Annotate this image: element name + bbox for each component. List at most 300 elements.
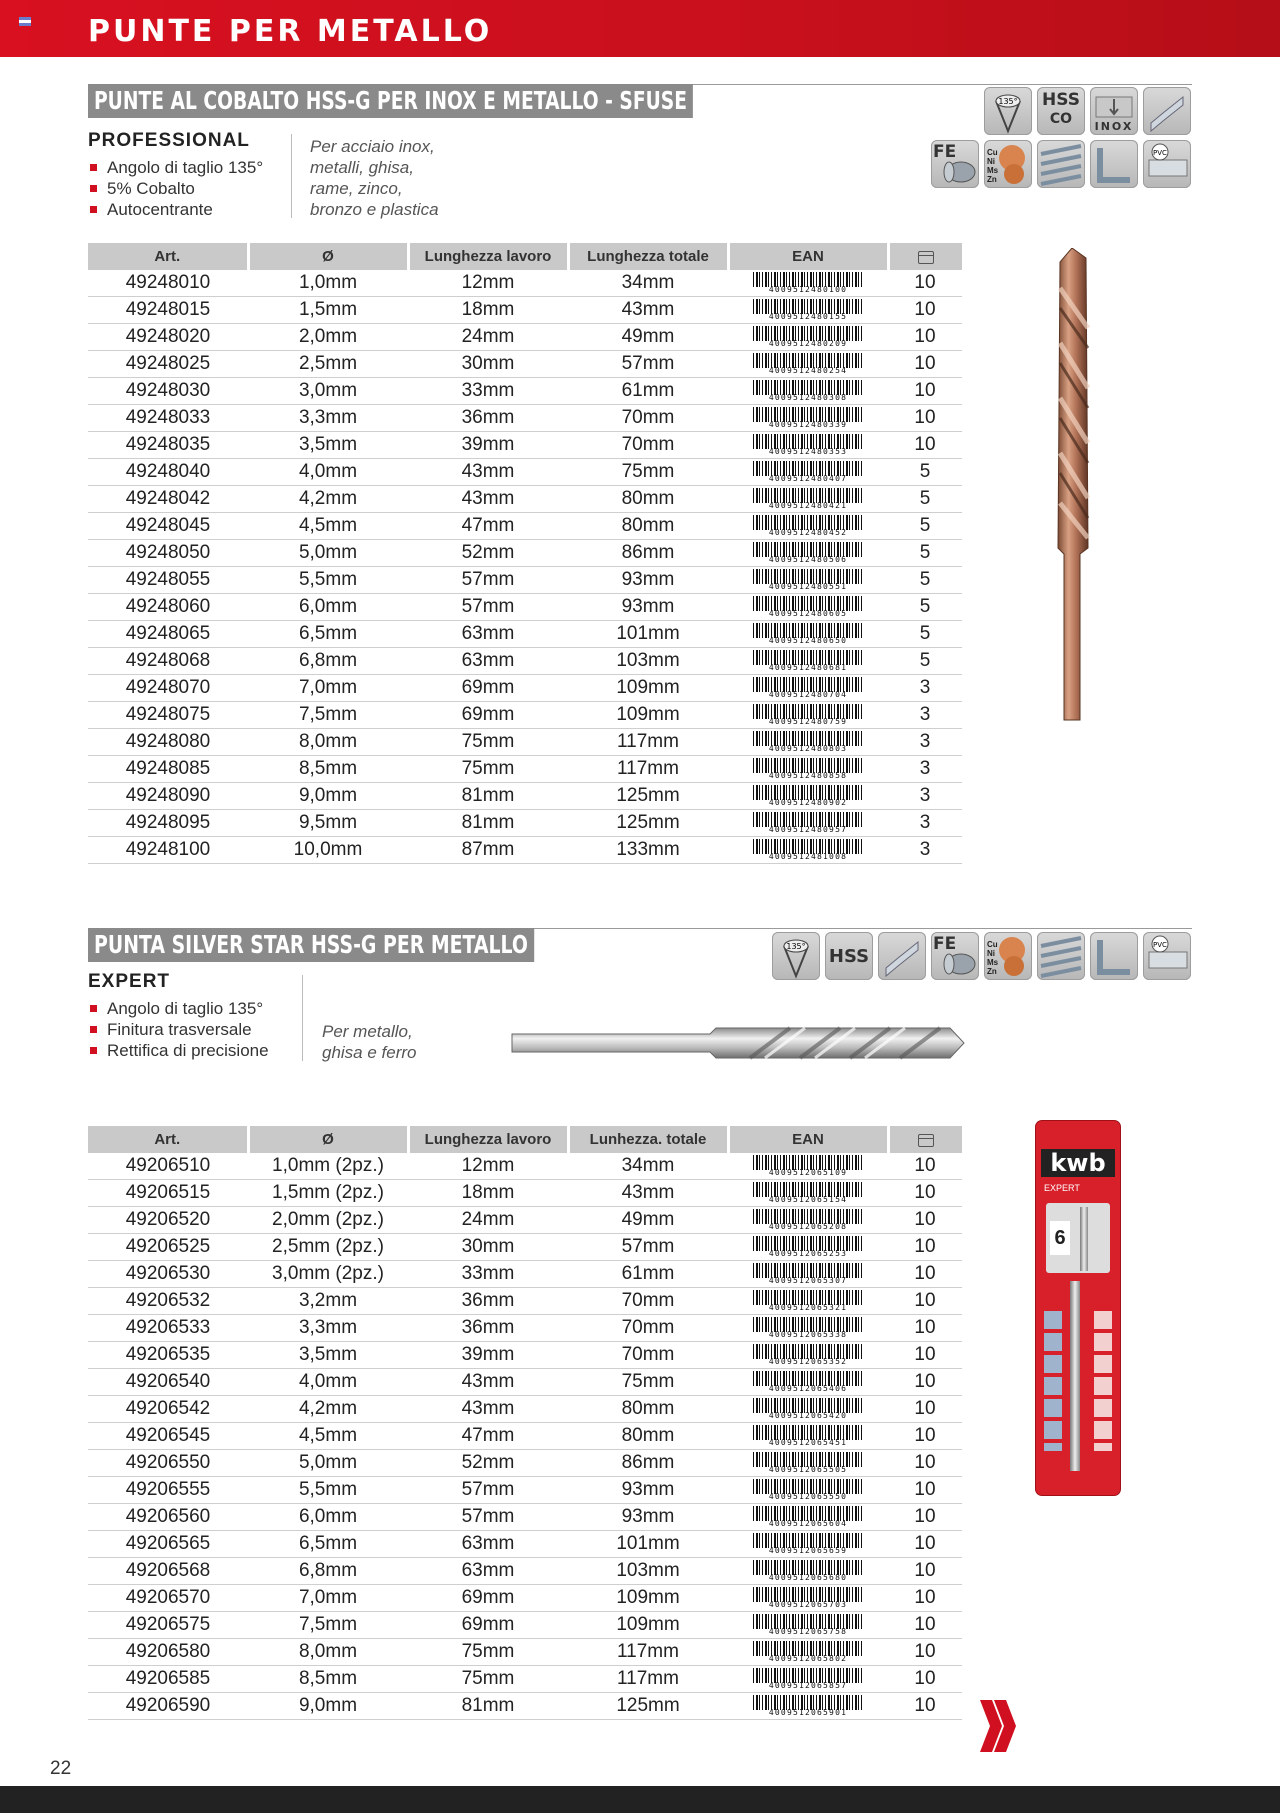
diameter: 7,5mm [248, 702, 408, 729]
barcode-icon: 4009512480339 [753, 407, 863, 429]
table-row [88, 648, 962, 675]
total-length: 125mm [568, 783, 728, 810]
table-row [88, 1207, 962, 1234]
ean-barcode [728, 594, 888, 621]
article-number: 49248025 [88, 351, 248, 378]
steel-profile-icon [878, 932, 926, 980]
inox-icon: INOX [1090, 87, 1138, 135]
ean-barcode [728, 702, 888, 729]
package-line-label: EXPERT [1044, 1183, 1080, 1193]
ean-barcode [728, 1423, 888, 1450]
feature-item: Rettifica di precisione [88, 1040, 269, 1061]
barcode-icon: 4009512065857 [753, 1668, 863, 1690]
column-header: Lunghezza lavoro [408, 1126, 568, 1153]
article-number: 49248085 [88, 756, 248, 783]
barcode-icon: 4009512065253 [753, 1236, 863, 1258]
pvc-pipe-icon [1143, 932, 1191, 980]
table-row [88, 432, 962, 459]
package-qty: 10 [888, 1342, 962, 1369]
working-length: 69mm [408, 702, 568, 729]
table-row [88, 594, 962, 621]
article-number: 49206585 [88, 1666, 248, 1693]
diameter: 5,0mm [248, 1450, 408, 1477]
feature-list [88, 157, 263, 220]
package-drill-bit [1070, 1281, 1080, 1471]
ean-barcode [728, 378, 888, 405]
ean-barcode [728, 1558, 888, 1585]
ean-barcode [728, 540, 888, 567]
diameter: 8,5mm [248, 756, 408, 783]
column-header: Art. [88, 1126, 248, 1153]
article-number: 49248035 [88, 432, 248, 459]
diameter: 2,0mm [248, 324, 408, 351]
packaged-drill-bit [1080, 1207, 1088, 1271]
package-qty: 10 [888, 1585, 962, 1612]
diameter: 2,0mm (2pz.) [248, 1207, 408, 1234]
diameter: 2,5mm [248, 351, 408, 378]
article-number: 49206535 [88, 1342, 248, 1369]
working-length: 47mm [408, 1423, 568, 1450]
total-length: 80mm [568, 1396, 728, 1423]
svg-text:135°: 135° [786, 942, 806, 951]
package-qty: 10 [888, 324, 962, 351]
table-row [88, 513, 962, 540]
ean-barcode [728, 1261, 888, 1288]
table-row [88, 297, 962, 324]
diameter: 3,5mm [248, 1342, 408, 1369]
ean-barcode [728, 405, 888, 432]
barcode-icon: 4009512065307 [753, 1263, 863, 1285]
package-qty: 10 [888, 1288, 962, 1315]
product-level: EXPERT [88, 971, 171, 992]
diameter: 8,0mm [248, 729, 408, 756]
package-qty: 5 [888, 513, 962, 540]
table-row [88, 1585, 962, 1612]
next-page-chevron-icon [978, 1698, 1018, 1754]
total-length: 86mm [568, 1450, 728, 1477]
table-row [88, 783, 962, 810]
total-length: 109mm [568, 702, 728, 729]
diameter: 8,0mm [248, 1639, 408, 1666]
total-length: 125mm [568, 1693, 728, 1720]
working-length: 52mm [408, 1450, 568, 1477]
package-qty: 10 [888, 1261, 962, 1288]
table-row [88, 621, 962, 648]
barcode-icon: 4009512480803 [753, 731, 863, 753]
section-title: PUNTE AL COBALTO HSS-G PER INOX E METALLO - SFUSE [88, 84, 693, 118]
total-length: 70mm [568, 405, 728, 432]
feature-item: Autocentrante [88, 199, 263, 220]
total-length: 101mm [568, 621, 728, 648]
package-qty: 10 [888, 1396, 962, 1423]
working-length: 30mm [408, 1234, 568, 1261]
total-length: 101mm [568, 1531, 728, 1558]
svg-text:PVC: PVC [1153, 149, 1167, 157]
total-length: 93mm [568, 1504, 728, 1531]
package-qty: 3 [888, 837, 962, 864]
table-row [88, 1504, 962, 1531]
package-qty-header [888, 243, 962, 270]
total-length: 109mm [568, 1612, 728, 1639]
barcode-icon: 4009512480407 [753, 461, 863, 483]
package-icon [918, 1134, 934, 1147]
working-length: 57mm [408, 567, 568, 594]
working-length: 63mm [408, 621, 568, 648]
table-row [88, 567, 962, 594]
ean-barcode [728, 1450, 888, 1477]
steel-beam-icon [1090, 932, 1138, 980]
total-length: 117mm [568, 756, 728, 783]
ean-barcode [728, 756, 888, 783]
total-length: 80mm [568, 1423, 728, 1450]
working-length: 33mm [408, 378, 568, 405]
package-qty: 10 [888, 297, 962, 324]
diameter: 4,5mm [248, 513, 408, 540]
working-length: 69mm [408, 1612, 568, 1639]
article-number: 49206525 [88, 1234, 248, 1261]
working-length: 36mm [408, 1315, 568, 1342]
barcode-icon: 4009512065154 [753, 1182, 863, 1204]
ean-barcode [728, 1585, 888, 1612]
ean-barcode [728, 567, 888, 594]
feature-item: Angolo di taglio 135° [88, 998, 269, 1019]
column-header: Art. [88, 243, 248, 270]
column-header: Ø [248, 1126, 408, 1153]
package-qty: 10 [888, 270, 962, 297]
working-length: 36mm [408, 1288, 568, 1315]
article-number: 49248040 [88, 459, 248, 486]
total-length: 103mm [568, 648, 728, 675]
angle-135-icon [984, 87, 1032, 135]
article-number: 49206580 [88, 1639, 248, 1666]
table-row [88, 756, 962, 783]
package-qty: 10 [888, 378, 962, 405]
package-qty-header [888, 1126, 962, 1153]
ean-barcode [728, 648, 888, 675]
package-qty: 10 [888, 1180, 962, 1207]
total-length: 70mm [568, 1315, 728, 1342]
table-row [88, 1612, 962, 1639]
feature-item: Finitura trasversale [88, 1019, 269, 1040]
table-row [88, 1666, 962, 1693]
package-qty: 10 [888, 1315, 962, 1342]
package-qty: 5 [888, 486, 962, 513]
barcode-icon: 4009512480551 [753, 569, 863, 591]
barcode-icon: 4009512065802 [753, 1641, 863, 1663]
hss-icon: HSS [825, 932, 873, 980]
package-qty: 3 [888, 756, 962, 783]
total-length: 80mm [568, 513, 728, 540]
ean-barcode [728, 1207, 888, 1234]
article-number: 49206520 [88, 1207, 248, 1234]
vertical-divider [291, 134, 292, 218]
total-length: 57mm [568, 1234, 728, 1261]
ean-barcode [728, 324, 888, 351]
section-title: PUNTA SILVER STAR HSS-G PER METALLO [88, 928, 534, 962]
feature-item: 5% Cobalto [88, 178, 263, 199]
ean-barcode [728, 837, 888, 864]
diameter: 5,0mm [248, 540, 408, 567]
ean-barcode [728, 783, 888, 810]
package-qty: 3 [888, 729, 962, 756]
barcode-icon: 4009512065352 [753, 1344, 863, 1366]
column-header: Ø [248, 243, 408, 270]
working-length: 81mm [408, 1693, 568, 1720]
ean-barcode [728, 675, 888, 702]
ean-barcode [728, 1234, 888, 1261]
diameter: 3,3mm [248, 405, 408, 432]
ean-barcode [728, 1639, 888, 1666]
ean-barcode [728, 1342, 888, 1369]
working-length: 12mm [408, 1153, 568, 1180]
diameter: 1,5mm [248, 297, 408, 324]
barcode-icon: 4009512065109 [753, 1155, 863, 1177]
table-header-row [88, 243, 962, 270]
working-length: 81mm [408, 810, 568, 837]
table-row [88, 1423, 962, 1450]
flag-icon [19, 17, 31, 26]
pvc-pipe-icon [1143, 140, 1191, 188]
barcode-icon: 4009512065208 [753, 1209, 863, 1231]
package-material-icons [1044, 1311, 1062, 1451]
barcode-icon: 4009512480353 [753, 434, 863, 456]
diameter: 7,0mm [248, 1585, 408, 1612]
ean-barcode [728, 432, 888, 459]
barcode-icon: 4009512065420 [753, 1398, 863, 1420]
total-length: 125mm [568, 810, 728, 837]
package-qty: 10 [888, 1693, 962, 1720]
article-number: 49248060 [88, 594, 248, 621]
barcode-icon: 4009512480650 [753, 623, 863, 645]
ean-barcode [728, 1666, 888, 1693]
article-number: 49248100 [88, 837, 248, 864]
barcode-icon: 4009512480100 [753, 272, 863, 294]
working-length: 75mm [408, 729, 568, 756]
ean-barcode [728, 1531, 888, 1558]
package-qty: 3 [888, 810, 962, 837]
diameter: 4,2mm [248, 486, 408, 513]
ean-barcode [728, 270, 888, 297]
working-length: 75mm [408, 1639, 568, 1666]
diameter: 9,0mm [248, 783, 408, 810]
column-header: Lunhezza. totale [568, 1126, 728, 1153]
table-row [88, 351, 962, 378]
total-length: 70mm [568, 1288, 728, 1315]
article-number: 49206533 [88, 1315, 248, 1342]
working-length: 18mm [408, 1180, 568, 1207]
total-length: 109mm [568, 1585, 728, 1612]
total-length: 80mm [568, 486, 728, 513]
diameter: 3,0mm (2pz.) [248, 1261, 408, 1288]
article-number: 49206568 [88, 1558, 248, 1585]
package-qty: 10 [888, 1423, 962, 1450]
steel-profile-icon [1143, 87, 1191, 135]
barcode-icon: 4009512480506 [753, 542, 863, 564]
total-length: 70mm [568, 432, 728, 459]
ean-barcode [728, 459, 888, 486]
table-row [88, 459, 962, 486]
ean-barcode [728, 351, 888, 378]
working-length: 63mm [408, 1531, 568, 1558]
article-number: 49248068 [88, 648, 248, 675]
package-qty: 3 [888, 675, 962, 702]
column-header: Lunghezza totale [568, 243, 728, 270]
total-length: 70mm [568, 1342, 728, 1369]
total-length: 75mm [568, 459, 728, 486]
table-row [88, 702, 962, 729]
working-length: 57mm [408, 1504, 568, 1531]
ean-barcode [728, 486, 888, 513]
ean-barcode [728, 1315, 888, 1342]
package-qty: 5 [888, 540, 962, 567]
barcode-icon: 4009512065703 [753, 1587, 863, 1609]
working-length: 81mm [408, 783, 568, 810]
ean-barcode [728, 513, 888, 540]
working-length: 47mm [408, 513, 568, 540]
usage-description: Per metallo, ghisa e ferro [322, 1022, 417, 1062]
vertical-divider [302, 975, 303, 1061]
table-row [88, 1531, 962, 1558]
total-length: 93mm [568, 567, 728, 594]
total-length: 49mm [568, 324, 728, 351]
barcode-icon: 4009512065451 [753, 1425, 863, 1447]
copper-icon: Cu Ni Ms Zn [984, 932, 1032, 980]
barcode-icon: 4009512480421 [753, 488, 863, 510]
article-number: 49248095 [88, 810, 248, 837]
package-info-icons [1094, 1311, 1112, 1451]
spec-table [88, 1126, 962, 1720]
article-number: 49248065 [88, 621, 248, 648]
table-row [88, 1180, 962, 1207]
package-size-label: 6 [1050, 1221, 1070, 1255]
ean-barcode [728, 1288, 888, 1315]
diameter: 5,5mm [248, 1477, 408, 1504]
diameter: 3,2mm [248, 1288, 408, 1315]
article-number: 49206565 [88, 1531, 248, 1558]
total-length: 117mm [568, 1639, 728, 1666]
package-qty: 10 [888, 1153, 962, 1180]
diameter: 5,5mm [248, 567, 408, 594]
barcode-icon: 4009512065321 [753, 1290, 863, 1312]
table-row [88, 1369, 962, 1396]
table-row [88, 1234, 962, 1261]
table-header-row [88, 1126, 962, 1153]
article-number: 49206540 [88, 1369, 248, 1396]
diameter: 7,5mm [248, 1612, 408, 1639]
silver-star-drill-bit-image [510, 1020, 966, 1066]
working-length: 57mm [408, 1477, 568, 1504]
article-number: 49248033 [88, 405, 248, 432]
diameter: 7,0mm [248, 675, 408, 702]
package-qty: 10 [888, 405, 962, 432]
package-qty: 10 [888, 1369, 962, 1396]
article-number: 49206515 [88, 1180, 248, 1207]
package-qty: 10 [888, 1558, 962, 1585]
article-number: 49206555 [88, 1477, 248, 1504]
barcode-icon: 4009512480254 [753, 353, 863, 375]
diameter: 3,3mm [248, 1315, 408, 1342]
column-header: EAN [728, 243, 888, 270]
total-length: 61mm [568, 1261, 728, 1288]
diameter: 8,5mm [248, 1666, 408, 1693]
table-row [88, 405, 962, 432]
package-qty: 10 [888, 1504, 962, 1531]
working-length: 39mm [408, 1342, 568, 1369]
article-number: 49248050 [88, 540, 248, 567]
diameter: 6,0mm [248, 594, 408, 621]
ean-barcode [728, 1153, 888, 1180]
working-length: 33mm [408, 1261, 568, 1288]
barcode-icon: 4009512065758 [753, 1614, 863, 1636]
package-qty: 5 [888, 567, 962, 594]
working-length: 63mm [408, 1558, 568, 1585]
feature-item: Angolo di taglio 135° [88, 157, 263, 178]
diameter: 4,2mm [248, 1396, 408, 1423]
table-row [88, 1342, 962, 1369]
article-number: 49248042 [88, 486, 248, 513]
article-number: 49248015 [88, 297, 248, 324]
package-qty: 10 [888, 1531, 962, 1558]
fe-icon: FE [931, 932, 979, 980]
barcode-icon: 4009512480452 [753, 515, 863, 537]
barcode-icon: 4009512480605 [753, 596, 863, 618]
working-length: 52mm [408, 540, 568, 567]
package-window [1046, 1203, 1110, 1273]
svg-text:135°: 135° [998, 97, 1018, 106]
total-length: 34mm [568, 270, 728, 297]
working-length: 75mm [408, 1666, 568, 1693]
diameter: 10,0mm [248, 837, 408, 864]
ean-barcode [728, 297, 888, 324]
total-length: 109mm [568, 675, 728, 702]
barcode-icon: 4009512065659 [753, 1533, 863, 1555]
ean-barcode [728, 1693, 888, 1720]
barcode-icon: 4009512065338 [753, 1317, 863, 1339]
barcode-icon: 4009512480759 [753, 704, 863, 726]
article-number: 49248070 [88, 675, 248, 702]
table-row [88, 540, 962, 567]
spec-table [88, 243, 962, 864]
ean-barcode [728, 810, 888, 837]
table-row [88, 1315, 962, 1342]
column-header: Lunghezza lavoro [408, 243, 568, 270]
package-qty: 10 [888, 1207, 962, 1234]
total-length: 75mm [568, 1369, 728, 1396]
article-number: 49206542 [88, 1396, 248, 1423]
total-length: 93mm [568, 594, 728, 621]
fe-icon: FE [931, 140, 979, 188]
barcode-icon: 4009512065680 [753, 1560, 863, 1582]
barcode-icon: 4009512480308 [753, 380, 863, 402]
package-qty: 5 [888, 648, 962, 675]
barcode-icon: 4009512065550 [753, 1479, 863, 1501]
total-length: 57mm [568, 351, 728, 378]
svg-text:PVC: PVC [1153, 941, 1167, 949]
diameter: 6,5mm [248, 621, 408, 648]
total-length: 86mm [568, 540, 728, 567]
cobalt-drill-bit-image [1050, 248, 1100, 724]
ean-barcode [728, 1477, 888, 1504]
total-length: 43mm [568, 297, 728, 324]
diameter: 9,5mm [248, 810, 408, 837]
ean-barcode [728, 1396, 888, 1423]
page-header-bar [0, 0, 1280, 57]
article-number: 49206575 [88, 1612, 248, 1639]
package-icon [918, 251, 934, 264]
ean-barcode [728, 621, 888, 648]
diameter: 9,0mm [248, 1693, 408, 1720]
working-length: 75mm [408, 756, 568, 783]
